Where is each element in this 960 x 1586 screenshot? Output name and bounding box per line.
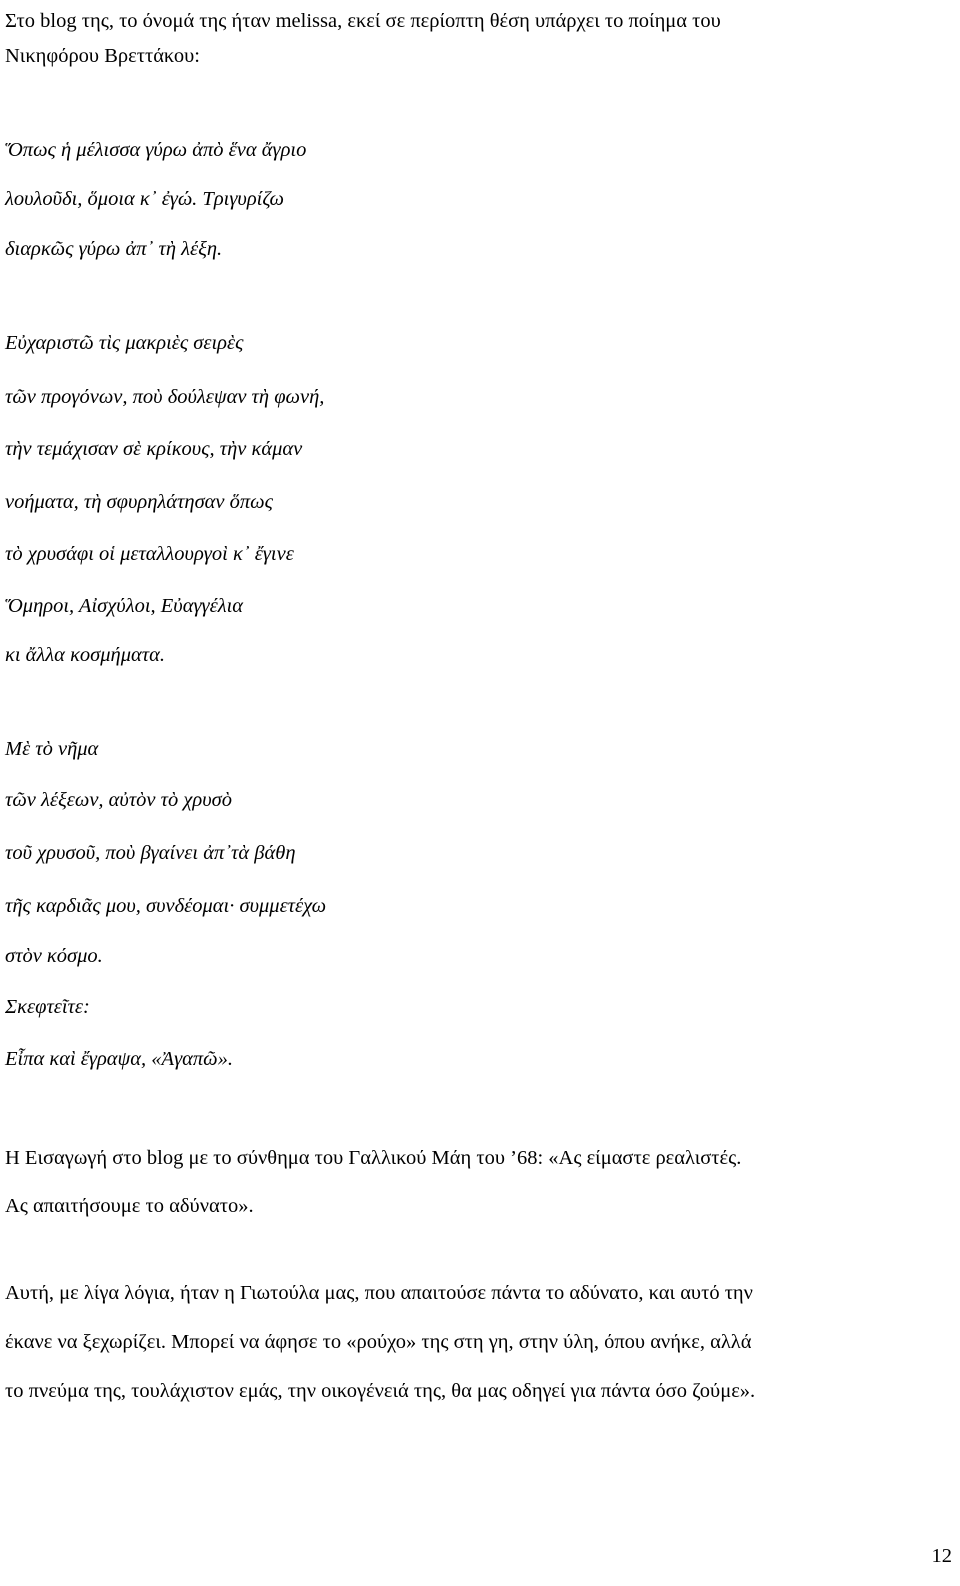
poem-stanza3-line-7: Εἶπα καὶ ἔγραψα, «Ἀγαπῶ». [5,1048,234,1070]
page-number: 12 [931,1545,952,1567]
poem-stanza2-line-1: Εὐχαριστῶ τὶς μακριὲς σειρὲς [5,332,244,354]
poem-stanza1-line-1: Ὅπως ἡ μέλισσα γύρω ἀπὸ ἕνα ἄγριο [5,139,307,161]
paragraph2-line-2: έκανε να ξεχωρίζει. Μπορεί να άφησε το «ρούχο» της στη γη, στην ύλη, όπου ανήκε, αλλά [5,1331,752,1353]
poem-stanza3-line-5: στὸν κόσμο. [5,945,103,967]
poem-stanza2-line-6: Ὅμηροι, Αἰσχύλοι, Εὐαγγέλια [5,595,244,617]
poem-stanza2-line-2: τῶν προγόνων, ποὺ δούλεψαν τὴ φωνή, [5,386,325,408]
poem-stanza3-line-3: τοῦ χρυσοῦ, ποὺ βγαίνει ἀπ᾽τὰ βάθη [5,842,296,864]
poem-stanza2-line-5: τὸ χρυσάφι οἱ μεταλλουργοὶ κ᾽ ἔγινε [5,543,294,565]
poem-stanza3-line-2: τῶν λέξεων, αὐτὸν τὸ χρυσὸ [5,789,232,811]
paragraph2-line-3: το πνεύμα της, τουλάχιστον εμάς, την οικογένειά της, θα μας οδηγεί για πάντα όσο ζούμε». [5,1380,756,1402]
paragraph2-line-1: Αυτή, με λίγα λόγια, ήταν η Γιωτούλα μας, που απαιτούσε πάντα το αδύνατο, και αυτό την [5,1282,753,1304]
poem-stanza1-line-3: διαρκῶς γύρω ἀπ᾽ τὴ λέξη. [5,238,223,260]
poem-stanza1-line-2: λουλοῦδι, ὅμοια κ᾽ ἐγώ. Τριγυρίζω [5,188,284,210]
poem-stanza3-line-6: Σκεφτεῖτε: [5,996,90,1018]
poem-stanza2-line-7: κι ἄλλα κοσμήματα. [5,644,165,666]
intro-line-1: Στο blog της, το όνομά της ήταν melissa, εκεί σε περίοπτη θέση υπάρχει το ποίημα του [5,10,721,32]
paragraph1-line-2: Ας απαιτήσουμε το αδύνατο». [5,1195,254,1217]
intro-line-2: Νικηφόρου Βρεττάκου: [5,45,200,67]
poem-stanza3-line-4: τῆς καρδιᾶς μου, συνδέομαι· συμμετέχω [5,895,327,917]
poem-stanza2-line-4: νοήματα, τὴ σφυρηλάτησαν ὅπως [5,491,273,513]
poem-stanza2-line-3: τὴν τεμάχισαν σὲ κρίκους, τὴν κάμαν [5,438,303,460]
poem-stanza3-line-1: Μὲ τὸ νῆμα [5,738,99,760]
paragraph1-line-1: Η Εισαγωγή στο blog με το σύνθημα του Γαλλικού Μάη του ’68: «Ας είμαστε ρεαλιστές. [5,1147,742,1169]
